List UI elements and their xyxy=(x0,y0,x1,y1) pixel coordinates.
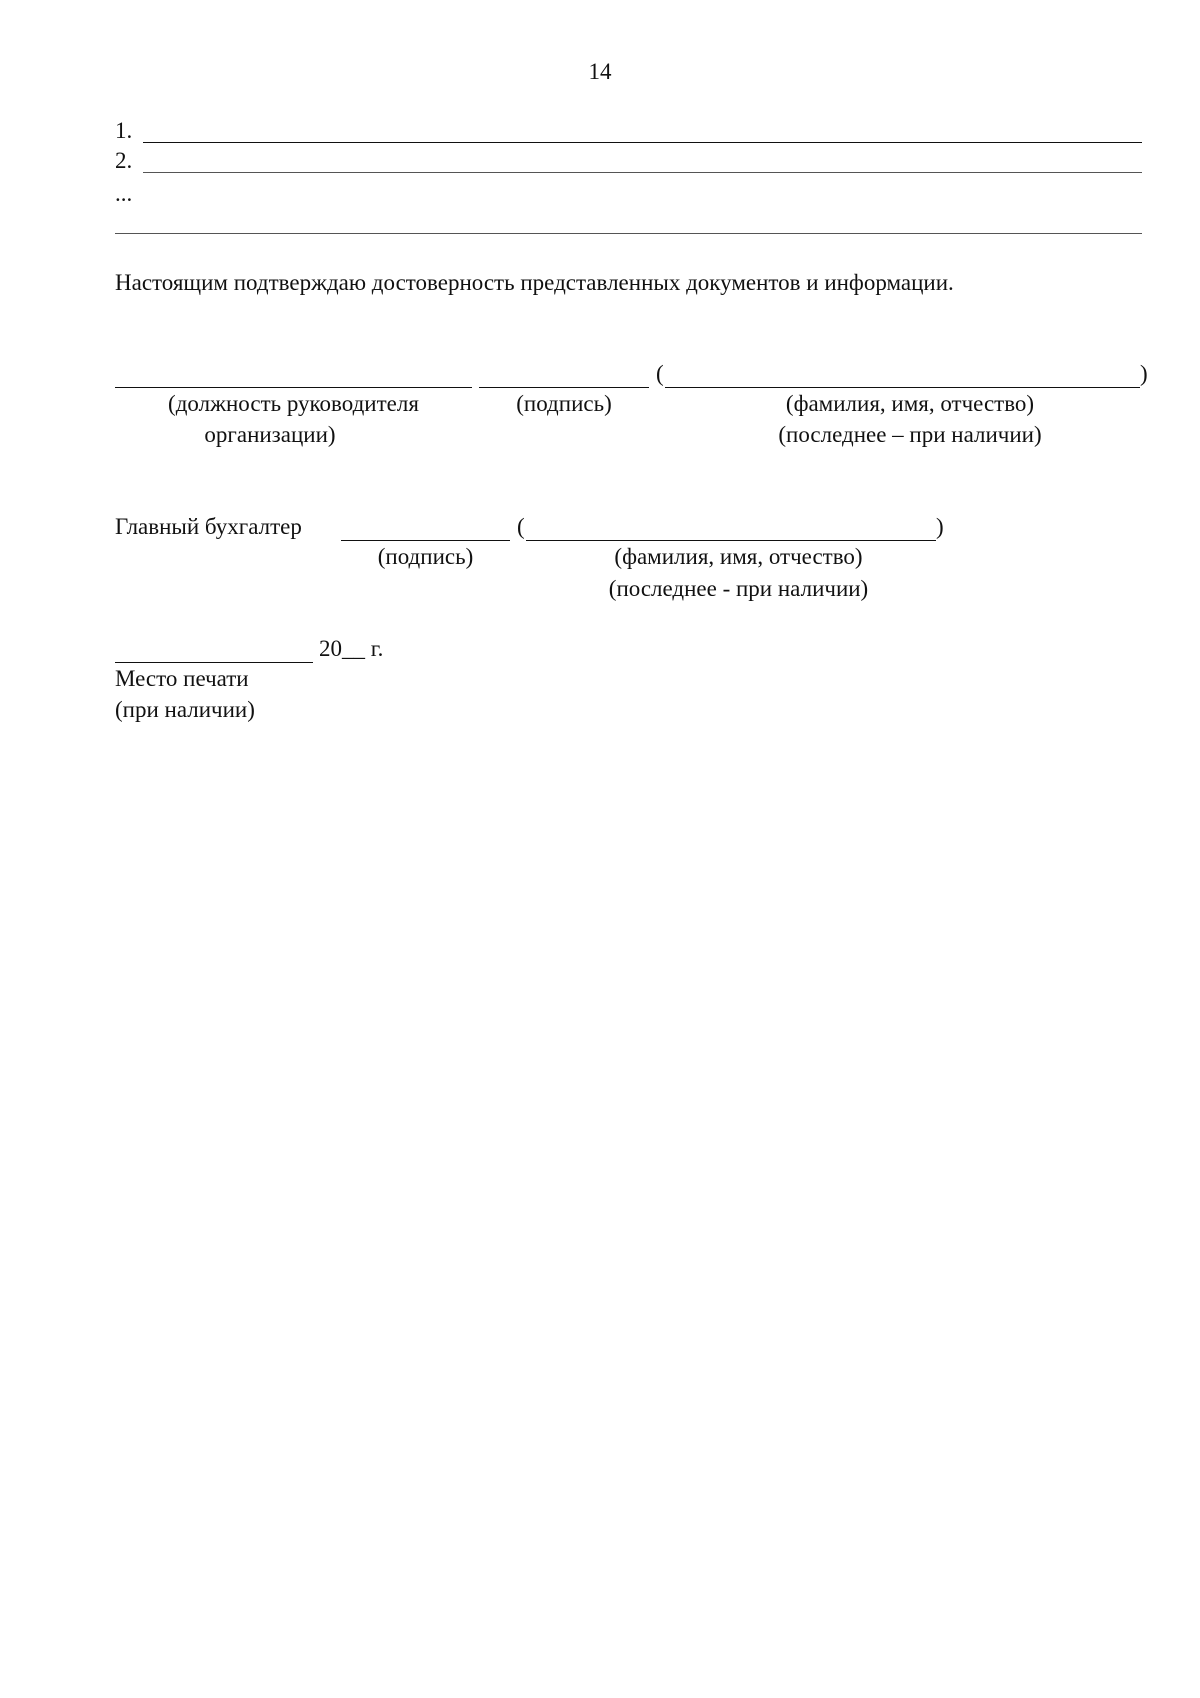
list-extra-line[interactable] xyxy=(115,233,1142,234)
list-item-2-line[interactable] xyxy=(143,172,1142,173)
page-number: 14 xyxy=(588,59,612,84)
head-signature-caption: (подпись) xyxy=(516,391,612,416)
date-line[interactable] xyxy=(115,662,313,663)
stamp-label: Место печати xyxy=(115,666,249,691)
head-name-caption-line2: (последнее – при наличии) xyxy=(778,422,1042,447)
head-name-open-paren: ( xyxy=(656,361,664,386)
accountant-name-caption-line2: (последнее - при наличии) xyxy=(608,576,869,601)
list-ellipsis: ... xyxy=(115,181,133,206)
accountant-signature-caption: (подпись) xyxy=(377,544,474,569)
list-item-2-label: 2. xyxy=(115,148,133,173)
confirmation-text: Настоящим подтверждаю достоверность представленных документов и информации. xyxy=(115,270,954,295)
head-name-close-paren: ) xyxy=(1140,361,1148,386)
head-name-caption-line1: (фамилия, имя, отчество) xyxy=(785,391,1035,416)
head-position-caption-line1: (должность руководителя xyxy=(168,391,419,416)
date-year: 20__ г. xyxy=(319,636,384,661)
stamp-note: (при наличии) xyxy=(115,697,255,722)
list-item-1-line[interactable] xyxy=(143,142,1142,143)
accountant-name-open-paren: ( xyxy=(517,514,525,539)
accountant-name-line[interactable] xyxy=(526,540,936,541)
head-position-line[interactable] xyxy=(115,387,472,388)
accountant-signature-line[interactable] xyxy=(341,540,510,541)
head-signature-line[interactable] xyxy=(479,387,649,388)
accountant-name-caption-line1: (фамилия, имя, отчество) xyxy=(614,544,863,569)
head-position-caption-line2: организации) xyxy=(204,422,336,447)
accountant-name-close-paren: ) xyxy=(936,514,944,539)
head-name-line[interactable] xyxy=(665,387,1140,388)
accountant-label: Главный бухгалтер xyxy=(115,514,302,539)
list-item-1-label: 1. xyxy=(115,118,133,143)
